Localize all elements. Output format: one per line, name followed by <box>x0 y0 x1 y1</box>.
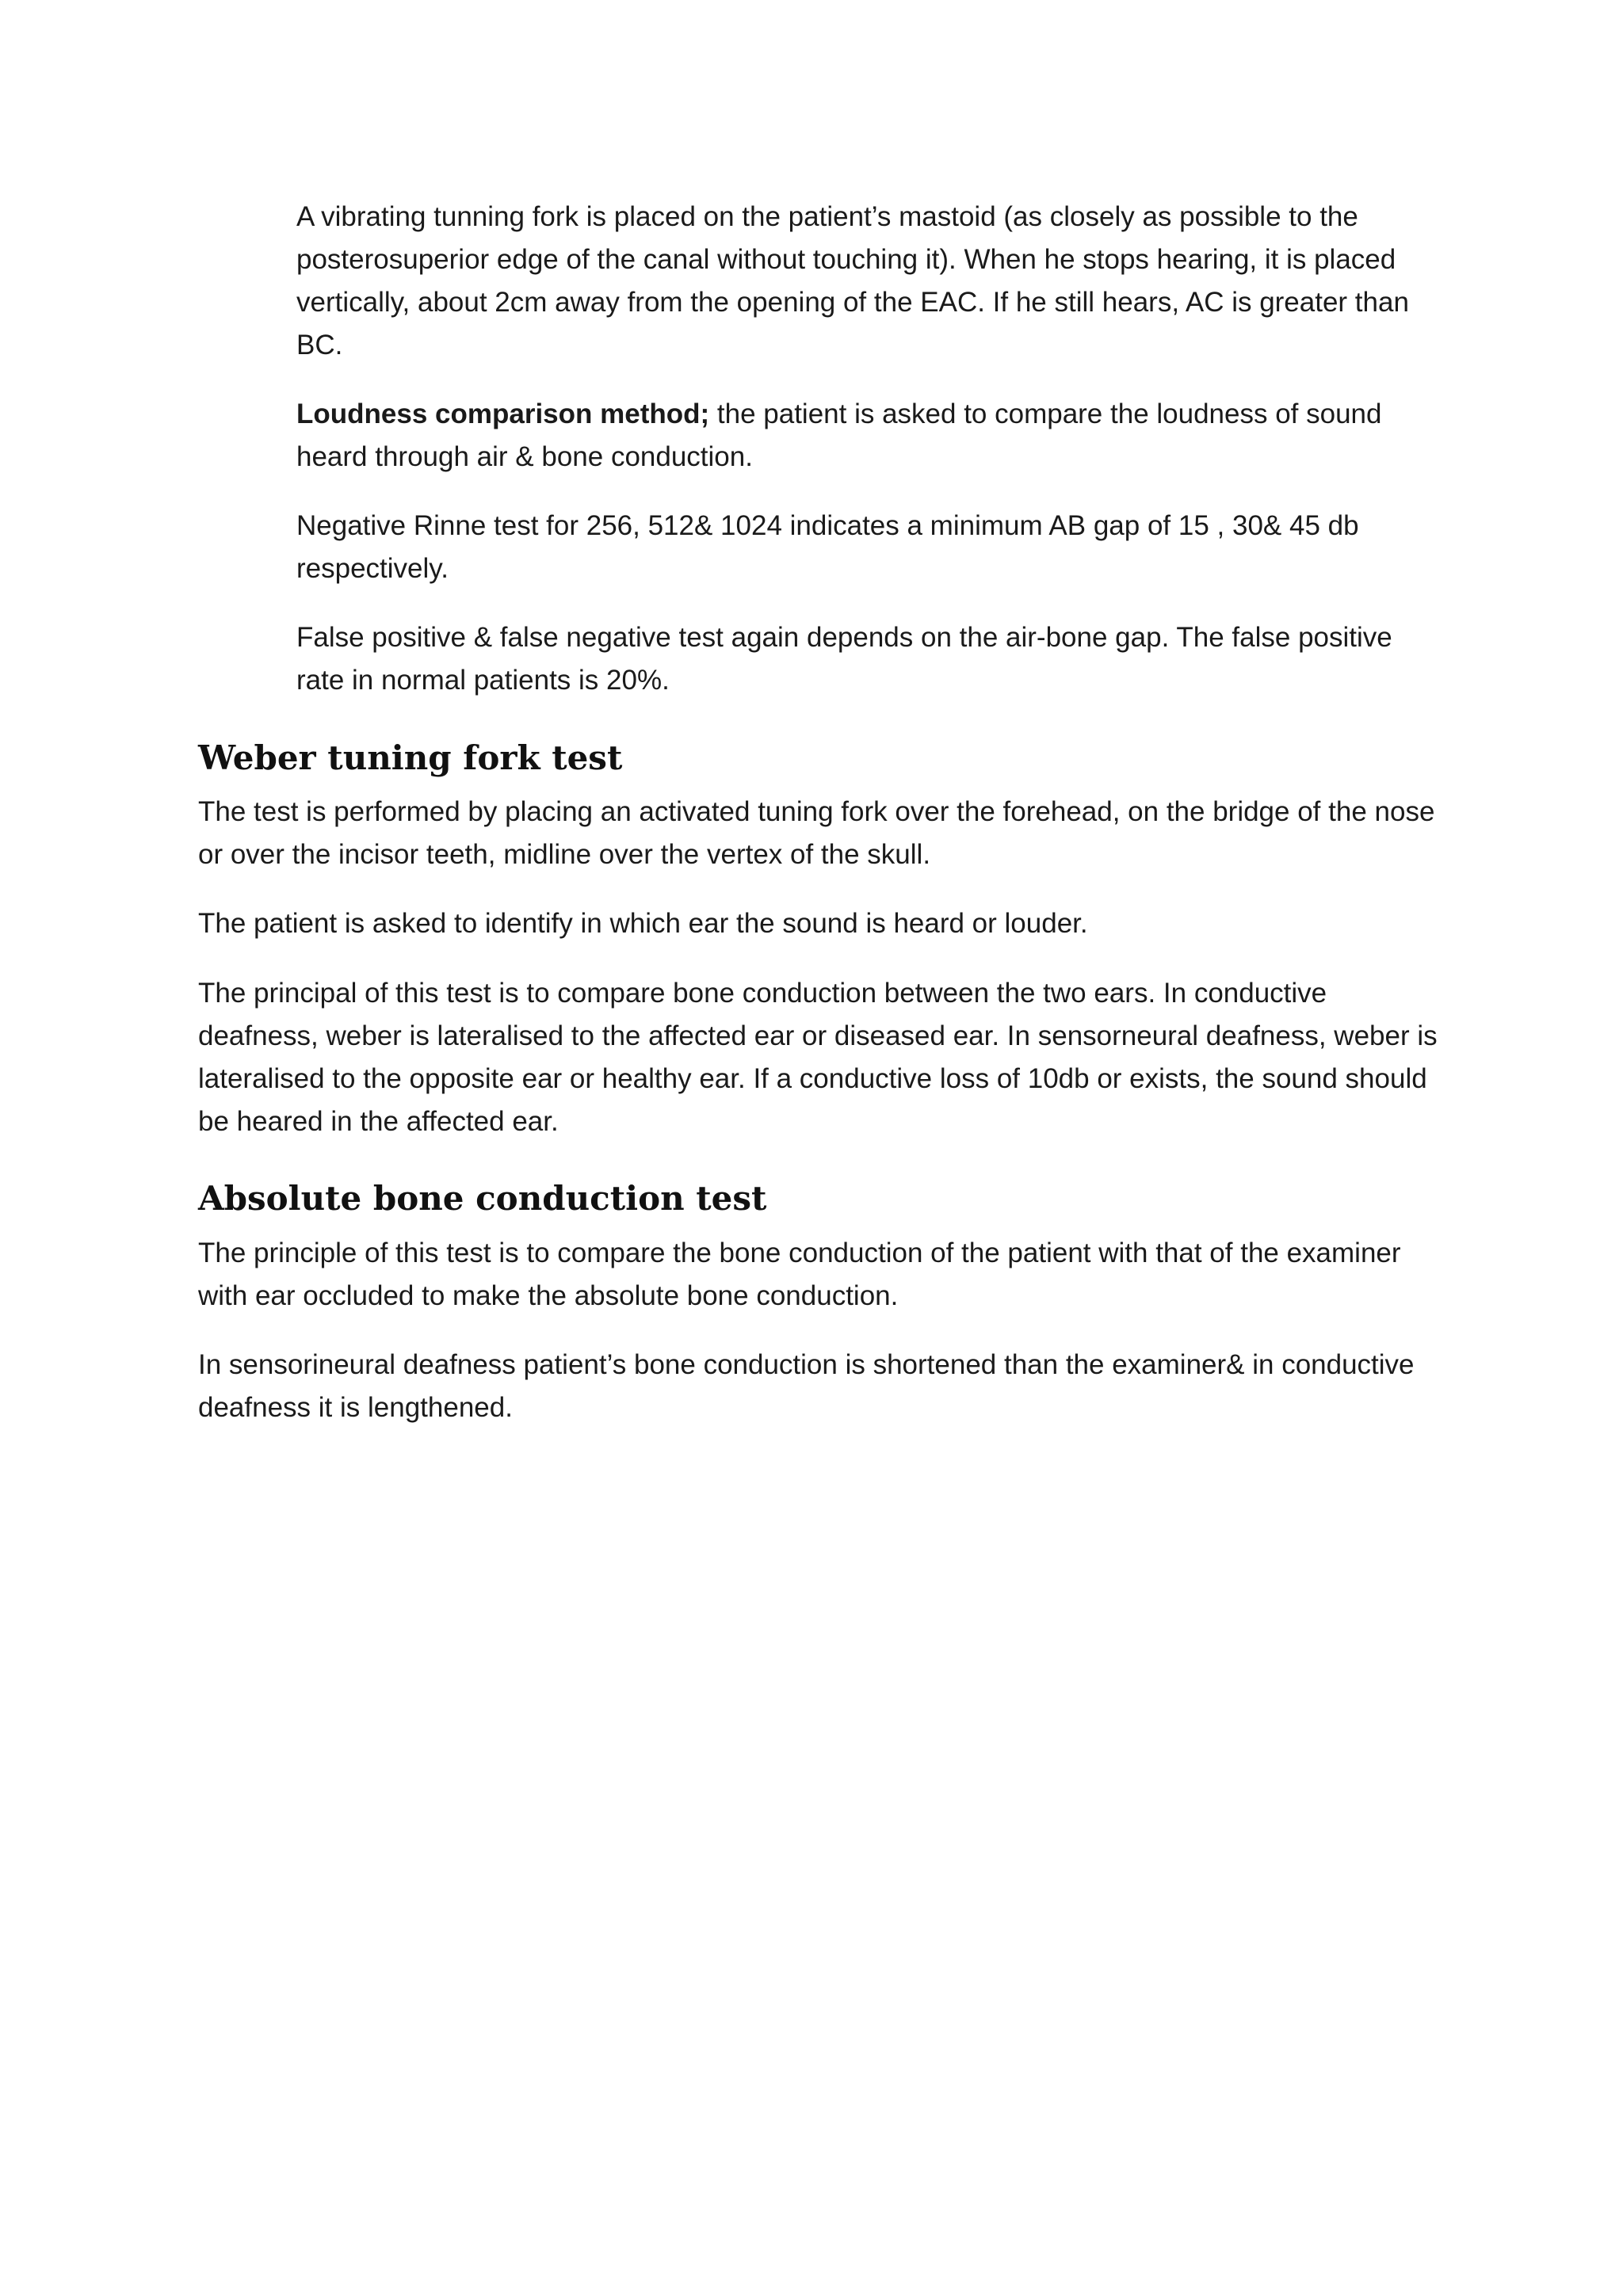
rinne-text-1: A vibrating tunning fork is placed on the patient’s mastoid (as closely as possible to the posterosuperior edge of the canal without touching it). When he stops hearing, it is placed vertically, about 2cm away from the opening of the EAC. If he still hears, AC is greater than BC. <box>296 201 1409 360</box>
weber-heading: Weber tuning fork test <box>198 738 623 777</box>
absolute-heading: Absolute bone conduction test <box>198 1179 767 1218</box>
rinne-paragraph-4 <box>296 616 1445 702</box>
rinne-paragraph-3 <box>296 505 1445 590</box>
absolute-heading-block <box>198 1177 1450 1220</box>
weber-paragraph-2 <box>198 902 1450 945</box>
absolute-text-1: The principle of this test is to compare the bone conduction of the patient with that of the examiner with ear occluded to make the absolute bone conduction. <box>198 1238 1401 1311</box>
rinne-text-3: Negative Rinne test for 256, 512& 1024 indicates a minimum AB gap of 15 , 30& 45 db respectively. <box>296 510 1359 584</box>
absolute-paragraph-1 <box>198 1232 1450 1318</box>
absolute-text-2: In sensorineural deafness patient’s bone conduction is shortened than the examiner& in conductive deafness it is lengthened. <box>198 1349 1415 1423</box>
rinne-paragraph-2 <box>296 393 1445 479</box>
weber-text-3: The principal of this test is to compare bone conduction between the two ears. In conductive deafness, weber is lateralised to the affected ear or diseased ear. In sensorneural deafness, weber is lateralised to the opposite ear or healthy ear. If a conductive loss of 10db or exists, the sound should be heared in the affected ear. <box>198 978 1438 1137</box>
loudness-method-text: the patient is asked to compare the loudness of sound heard through air & bone conduction. <box>296 399 1382 472</box>
rinne-paragraph-1 <box>296 196 1445 367</box>
weber-paragraph-3 <box>198 972 1450 1143</box>
weber-heading-block <box>198 737 1450 780</box>
weber-paragraph-1 <box>198 791 1450 876</box>
rinne-text-2 <box>296 393 1445 479</box>
absolute-paragraph-2 <box>198 1344 1450 1429</box>
weber-text-2: The patient is asked to identify in which ear the sound is heard or louder. <box>198 908 1088 939</box>
weber-text-1: The test is performed by placing an activated tuning fork over the forehead, on the bridge of the nose or over the incisor teeth, midline over the vertex of the skull. <box>198 796 1435 870</box>
rinne-text-4: False positive & false negative test again depends on the air-bone gap. The false positive rate in normal patients is 20%. <box>296 622 1392 696</box>
loudness-method-label: Loudness comparison method; <box>296 399 710 429</box>
